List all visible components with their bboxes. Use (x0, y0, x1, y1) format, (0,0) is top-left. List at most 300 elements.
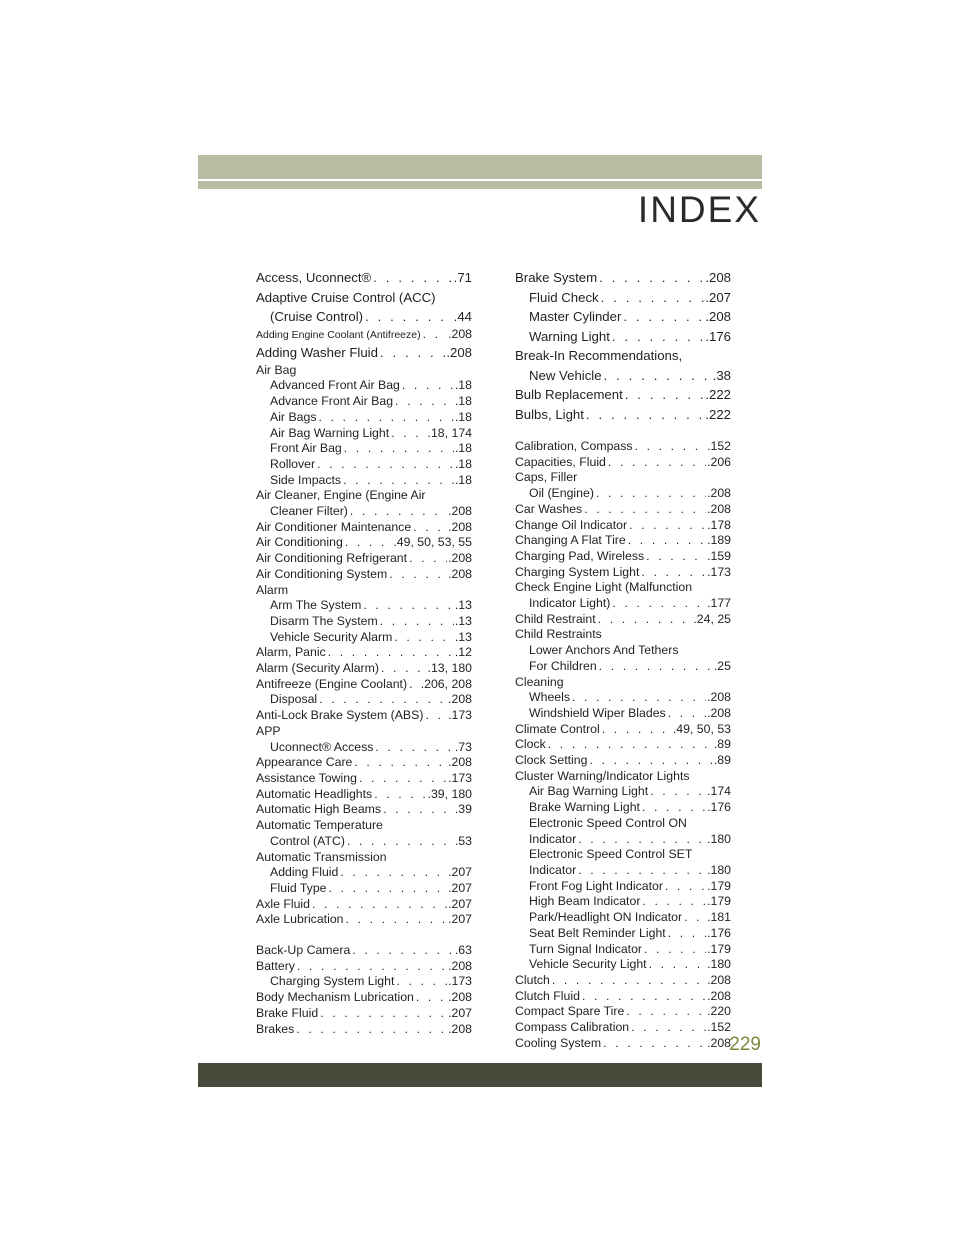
index-entry (256, 740, 472, 756)
index-entry (256, 912, 472, 928)
index-entry-page[interactable]: .18 (454, 441, 472, 456)
index-entry (515, 722, 731, 738)
index-entry (515, 533, 731, 549)
dot-leader (407, 551, 447, 567)
index-entry-page[interactable]: .208 (448, 692, 472, 707)
dot-leader (352, 755, 447, 771)
index-entry-term: Alarm (Security Alarm) (256, 661, 379, 676)
index-entry-term: Calibration, Compass (515, 439, 633, 453)
index-entry-page[interactable]: .179 (707, 878, 731, 893)
index-entry-term: Charging System Light (515, 564, 640, 579)
dot-leader (599, 288, 705, 308)
dot-leader (326, 645, 454, 661)
index-entry-term: Automatic Headlights (256, 786, 373, 801)
dot-leader (344, 912, 448, 928)
index-entry-page[interactable]: .152 (707, 1020, 731, 1035)
index-entry (256, 959, 472, 975)
dot-leader (357, 771, 447, 787)
index-entry-term: Brake Warning Light (529, 800, 640, 815)
index-entry-page[interactable]: .73 (454, 739, 472, 754)
index-entry-page[interactable]: .208 (448, 551, 472, 566)
index-entry (515, 863, 731, 879)
index-entry-term: Axle Lubrication (256, 912, 344, 927)
dot-leader (624, 1004, 706, 1020)
dot-leader (400, 378, 454, 394)
dot-leader (350, 943, 454, 959)
index-entry-page[interactable]: .208 (705, 309, 731, 324)
dot-leader (640, 894, 706, 910)
index-entry (256, 488, 472, 504)
dot-leader (378, 343, 445, 363)
index-entry (515, 580, 731, 596)
index-entry-page[interactable]: .208 (707, 690, 731, 705)
dot-leader (682, 910, 706, 926)
index-entry-page[interactable]: .208 (448, 958, 472, 973)
index-entry-term: Access, Uconnect® (256, 270, 372, 285)
index-entry-term: Oil (Engine) (529, 486, 594, 501)
index-entry-term: Break-In Recommendations, (515, 348, 683, 363)
index-entry-page[interactable]: .208 (448, 566, 472, 581)
index-entry (256, 692, 472, 708)
index-entry-term: Air Cleaner, Engine (Engine Air (256, 488, 426, 503)
index-entry-term: Fluid Type (270, 880, 327, 895)
index-entry-term: Vehicle Security Light (529, 957, 647, 972)
index-entry-term: Brake System (515, 270, 598, 285)
dot-leader (584, 405, 704, 425)
index-entry (515, 268, 731, 288)
index-entry (515, 832, 731, 848)
index-entry (256, 818, 472, 834)
index-entry-page[interactable]: .24, 25 (693, 611, 731, 626)
index-entry-term: Compact Spare Tire (515, 1004, 625, 1019)
dot-leader (318, 1006, 447, 1022)
index-entry-term: Air Bag (256, 362, 297, 377)
dot-leader (315, 457, 454, 473)
index-entry (256, 630, 472, 646)
index-entry-term: Air Bag Warning Light (529, 784, 649, 799)
dot-leader (371, 268, 452, 288)
index-entry (515, 366, 731, 386)
index-entry-term: Disposal (270, 692, 318, 707)
index-entry (515, 753, 731, 769)
index-entry-term: Fluid Check (529, 289, 599, 305)
dot-leader (363, 307, 453, 327)
index-entry-term: Rollover (270, 456, 316, 471)
index-entry-page[interactable]: .208 (707, 1035, 731, 1050)
index-entry-term: Bulb Replacement (515, 387, 623, 402)
index-entry-term: Brakes (256, 1021, 295, 1036)
index-entry-page[interactable]: .71 (453, 270, 472, 285)
index-entry-page[interactable]: .18 (454, 378, 472, 393)
index-entry-term: Climate Control (515, 721, 600, 736)
index-entry-term: Electronic Speed Control ON (529, 815, 687, 830)
index-entry-term: Charging System Light (270, 974, 395, 989)
dot-leader (600, 722, 672, 738)
index-entry (515, 627, 731, 643)
index-entry (256, 787, 472, 803)
index-entry-term: Front Air Bag (270, 441, 342, 456)
index-entry (256, 504, 472, 520)
index-entry-term: Indicator (529, 831, 577, 846)
index-entry (515, 675, 731, 691)
index-entry (515, 989, 731, 1005)
dot-leader (387, 567, 447, 583)
index-entry-term: Indicator (529, 862, 577, 877)
index-entry-term: Changing A Flat Tire (515, 533, 626, 548)
index-entry-term: APP (256, 723, 281, 738)
index-entry (515, 957, 731, 973)
index-entry-term: Vehicle Security Alarm (270, 629, 393, 644)
index-entry (256, 1022, 472, 1038)
index-entry-page[interactable]: .178 (707, 517, 731, 532)
index-entry-page[interactable]: .44 (453, 309, 472, 324)
index-entry-term: Seat Belt Reminder Light (529, 925, 666, 940)
dot-leader (345, 834, 454, 850)
index-entry-page[interactable]: .206, 208 (420, 676, 472, 691)
index-entry-page[interactable]: .13 (454, 613, 472, 628)
dot-leader (546, 737, 713, 753)
index-entry-page[interactable]: .208 (448, 326, 472, 341)
index-entry-page[interactable]: .25 (713, 658, 731, 673)
index-entry-term: Clock (515, 737, 546, 752)
index-entry-term: Cluster Warning/Indicator Lights (515, 768, 690, 783)
index-column-right (515, 268, 731, 1051)
index-entry-term: Air Conditioner Maintenance (256, 519, 412, 534)
index-entry (515, 612, 731, 628)
index-entry (256, 307, 472, 327)
index-entry (515, 502, 731, 518)
index-entry-page[interactable]: .18 (454, 409, 472, 424)
index-entry-page[interactable]: .53 (454, 833, 472, 848)
index-entry-term: Clutch Fluid (515, 988, 580, 1003)
index-entry (256, 567, 472, 583)
dot-leader (411, 520, 447, 536)
index-entry (515, 439, 731, 455)
dot-leader (295, 959, 447, 975)
dot-leader (394, 974, 447, 990)
index-entry-page[interactable]: .222 (705, 387, 731, 402)
dot-leader (294, 1022, 447, 1038)
index-entry (256, 378, 472, 394)
index-entry (256, 583, 472, 599)
index-entry-term: Automatic High Beams (256, 802, 382, 817)
dot-leader (392, 630, 454, 646)
index-entry-page[interactable]: .180 (707, 957, 731, 972)
dot-leader (648, 784, 706, 800)
index-entry-page[interactable]: .12 (454, 645, 472, 660)
index-entry (256, 520, 472, 536)
dot-leader (582, 502, 706, 518)
index-entry (515, 769, 731, 785)
dot-leader (601, 1036, 706, 1052)
section-title: INDEX (637, 189, 761, 230)
dot-leader (310, 897, 447, 913)
index-entry-term: For Children (529, 658, 597, 673)
index-entry-page[interactable]: .207 (448, 1005, 472, 1020)
index-entry-term: Adding Fluid (270, 865, 339, 880)
dot-leader (576, 863, 706, 879)
index-entry-term: Brake Fluid (256, 1005, 319, 1020)
index-entry-term: Cleaner Filter) (270, 504, 348, 519)
dot-leader (639, 565, 706, 581)
index-entry-page[interactable]: .18 (454, 472, 472, 487)
index-entry-page[interactable]: .173 (707, 564, 731, 579)
index-entry (515, 455, 731, 471)
index-entry-term: (Cruise Control) (270, 309, 364, 324)
index-entry (256, 677, 472, 693)
dot-leader (663, 879, 706, 895)
index-entry (256, 881, 472, 897)
index-entry (515, 942, 731, 958)
index-entry (256, 708, 472, 724)
dot-leader (414, 990, 447, 1006)
index-entry (515, 596, 731, 612)
index-entry-page[interactable]: .208 (707, 705, 731, 720)
index-entry (256, 535, 472, 551)
index-entry (515, 926, 731, 942)
index-entry-term: Air Conditioning (256, 535, 343, 550)
dot-leader (627, 518, 706, 534)
index-entry-term: Alarm (256, 582, 289, 597)
index-entry (256, 598, 472, 614)
index-entry-term: Adding Washer Fluid (256, 345, 378, 361)
index-entry (515, 470, 731, 486)
page-number: 229 (729, 1034, 761, 1055)
index-entry (515, 706, 731, 722)
dot-leader (570, 690, 706, 706)
dot-leader (317, 692, 447, 708)
index-entry-page[interactable]: .208 (707, 501, 731, 516)
index-entry-page[interactable]: .177 (707, 596, 731, 611)
index-entry-term: Advance Front Air Bag (270, 394, 394, 409)
index-entry (256, 288, 472, 308)
index-entry-page[interactable]: .159 (707, 548, 731, 563)
index-entry-page[interactable]: .208 (705, 270, 731, 285)
index-entry-page[interactable]: .208 (446, 345, 472, 361)
dot-leader (602, 366, 712, 386)
dot-leader (594, 486, 706, 502)
index-entry-term: Child Restraint (515, 611, 596, 626)
dot-leader (666, 926, 706, 942)
index-entry (515, 1004, 731, 1020)
index-entry-page[interactable]: .179 (707, 894, 731, 909)
index-entry-page[interactable]: .174 (707, 784, 731, 799)
dot-leader (423, 708, 447, 724)
index-entry-page[interactable]: .13 (454, 629, 472, 644)
index-entry (515, 800, 731, 816)
dot-leader (407, 677, 420, 693)
index-entry (515, 847, 731, 863)
dot-leader (633, 439, 707, 455)
index-entry (256, 771, 472, 787)
dot-leader (642, 942, 706, 958)
index-entry (256, 441, 472, 457)
index-entry-term: Indicator Light) (529, 596, 611, 611)
index-entry-term: Lower Anchors And Tethers (529, 643, 679, 658)
index-entry (256, 327, 472, 344)
index-entry (515, 816, 731, 832)
index-entry-page[interactable]: .208 (707, 988, 731, 1003)
index-entry (256, 834, 472, 850)
dot-leader (640, 800, 706, 816)
index-entry-term: Back-Up Camera (256, 943, 351, 958)
dot-leader (342, 441, 454, 457)
index-entry-term: Arm The System (270, 598, 362, 613)
index-entry (256, 865, 472, 881)
dot-leader (389, 426, 426, 442)
index-entry-term: Assistance Towing (256, 770, 357, 785)
index-entry (515, 486, 731, 502)
dot-leader (629, 1020, 706, 1036)
index-entry-term: Anti-Lock Brake System (ABS) (256, 708, 424, 723)
index-entry-term: Park/Headlight ON Indicator (529, 910, 683, 925)
dot-leader (316, 410, 453, 426)
index-entry-term: Caps, Filler (515, 470, 578, 485)
index-entry-term: Cooling System (515, 1035, 602, 1050)
index-entry-term: Check Engine Light (Malfunction (515, 580, 693, 595)
index-entry-term: Axle Fluid (256, 896, 310, 911)
index-entry-page[interactable]: .207 (448, 896, 472, 911)
dot-leader (327, 881, 448, 897)
index-entry-page[interactable]: .207 (448, 880, 472, 895)
index-entry (515, 659, 731, 675)
index-entry (256, 802, 472, 818)
index-entry-page[interactable]: .173 (448, 708, 472, 723)
index-entry-page[interactable]: .89 (713, 737, 731, 752)
index-entry (515, 405, 731, 425)
index-entry-page[interactable]: .176 (705, 328, 731, 344)
index-entry-page[interactable]: .180 (707, 831, 731, 846)
header-bar (198, 155, 762, 179)
index-entry-page[interactable]: .49, 50, 53 (672, 721, 731, 736)
index-entry (256, 410, 472, 426)
dot-leader (580, 989, 706, 1005)
index-entry-term: Automatic Transmission (256, 849, 387, 864)
index-entry-term: Air Conditioning Refrigerant (256, 551, 408, 566)
dot-leader (393, 394, 454, 410)
index-entry-page[interactable]: .176 (707, 925, 731, 940)
index-entry-page[interactable]: .176 (707, 800, 731, 815)
index-entry (515, 643, 731, 659)
index-entry-page[interactable]: .206 (707, 454, 731, 469)
index-entry (515, 1020, 731, 1036)
index-entry-term: Antifreeze (Engine Coolant) (256, 676, 408, 691)
index-entry-term: Control (ATC) (270, 833, 345, 848)
index-entry-term: Alarm, Panic (256, 645, 326, 660)
index-entry (256, 426, 472, 442)
dot-leader (666, 706, 706, 722)
index-entry-page[interactable]: .222 (705, 406, 731, 422)
dot-leader (597, 268, 704, 288)
index-entry-page[interactable]: .39 (454, 802, 472, 817)
index-entry-term: Adaptive Cruise Control (ACC) (256, 289, 436, 305)
index-entry-term: Battery (256, 958, 295, 973)
index-entry-page[interactable]: .173 (448, 974, 472, 989)
index-entry-page[interactable]: .189 (707, 533, 731, 548)
index-entry-page[interactable]: .13, 180 (427, 661, 472, 676)
index-entry-term: Child Restraints (515, 627, 602, 642)
index-entry (256, 897, 472, 913)
index-entry-page[interactable]: .208 (448, 990, 472, 1005)
index-entry (515, 518, 731, 534)
dot-leader (348, 504, 447, 520)
index-entry-term: Automatic Temperature (256, 818, 383, 833)
dot-leader (610, 596, 706, 612)
index-entry-page[interactable]: .63 (454, 943, 472, 958)
index-entry-page[interactable]: .207 (448, 865, 472, 880)
index-entry-page[interactable]: .18, 174 (427, 425, 472, 440)
index-entry (515, 690, 731, 706)
index-entry-page[interactable]: .38 (712, 367, 731, 383)
index-entry-term: Side Impacts (270, 472, 342, 487)
index-entry-page[interactable]: .208 (707, 486, 731, 501)
index-entry (515, 565, 731, 581)
dot-leader (644, 549, 706, 565)
index-entry (515, 307, 731, 327)
index-entry-term: Warning Light (529, 328, 610, 344)
index-entry-page[interactable]: .207 (705, 289, 731, 305)
index-entry-page[interactable]: .18 (454, 456, 472, 471)
index-entry-page[interactable]: .152 (707, 439, 731, 453)
index-entry-page[interactable]: .208 (707, 972, 731, 987)
index-entry-term: Charging Pad, Wireless (515, 548, 645, 563)
index-entry (256, 363, 472, 379)
index-entry (515, 737, 731, 753)
index-entry (515, 346, 731, 366)
index-entry-page[interactable]: .208 (448, 504, 472, 519)
index-entry-page[interactable]: .49, 50, 53, 55 (393, 535, 472, 550)
index-entry-page[interactable]: .39, 180 (427, 786, 472, 801)
index-entry (256, 473, 472, 489)
index-entry-page[interactable]: .207 (448, 912, 472, 927)
index-entry (256, 943, 472, 959)
index-entry-page[interactable]: .89 (713, 753, 731, 768)
index-entry-page[interactable]: .208 (448, 1021, 472, 1036)
index-entry-term: Electronic Speed Control SET (529, 847, 693, 862)
index-entry-term: Disarm The System (270, 613, 378, 628)
index-entry (515, 327, 731, 347)
index-entry-term: Adding Engine Coolant (Antifreeze) (256, 328, 421, 341)
dot-leader (623, 385, 705, 405)
index-entry-term: Wheels (529, 690, 571, 705)
dot-leader (341, 473, 454, 489)
index-entry-term: Master Cylinder (529, 309, 622, 324)
index-entry-page[interactable]: .208 (448, 755, 472, 770)
index-entry-page[interactable]: .181 (707, 910, 731, 925)
index-entry-page[interactable]: .180 (707, 862, 731, 877)
index-entry (256, 614, 472, 630)
index-entry-term: Advanced Front Air Bag (270, 378, 400, 393)
index-entry-term: Capacities, Fluid (515, 454, 606, 469)
index-entry-page[interactable]: .220 (707, 1004, 731, 1019)
index-entry-page[interactable]: .179 (707, 941, 731, 956)
index-entry-page[interactable]: .13 (454, 598, 472, 613)
index-entry (515, 894, 731, 910)
index-entry-term: Cleaning (515, 674, 564, 689)
index-entry-term: Body Mechanism Lubrication (256, 990, 414, 1005)
index-entry-page[interactable]: .18 (454, 394, 472, 409)
index-entry (515, 549, 731, 565)
index-entry-page[interactable]: .173 (448, 770, 472, 785)
dot-leader (550, 973, 706, 989)
index-entry-page[interactable]: .208 (448, 519, 472, 534)
index-entry-term: Air Bags (270, 409, 317, 424)
dot-leader (381, 802, 454, 818)
index-entry (256, 268, 472, 288)
index-entry-term: Clutch (515, 972, 550, 987)
dot-leader (647, 957, 706, 973)
index-entry-term: Air Conditioning System (256, 566, 388, 581)
